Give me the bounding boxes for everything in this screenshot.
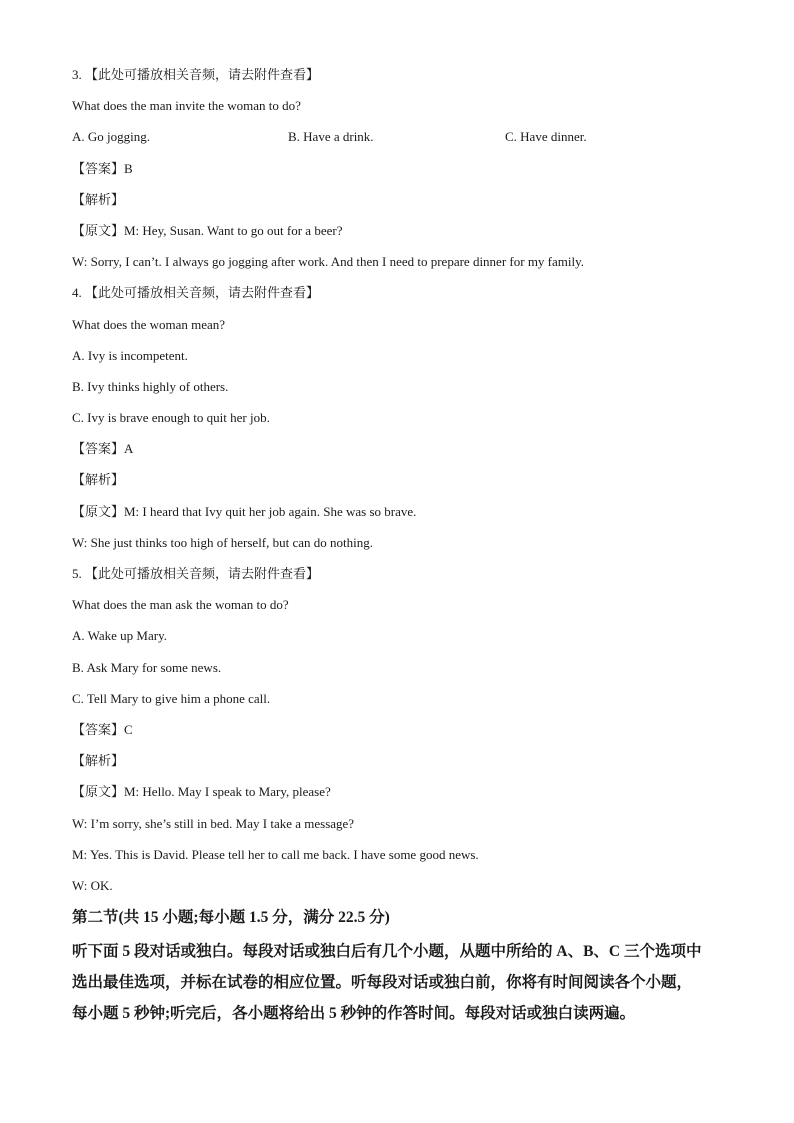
question-3-option-a: A. Go jogging. <box>72 129 150 145</box>
question-3-option-b: B. Have a drink. <box>288 129 374 145</box>
question-3-answer: 【答案】B <box>72 160 133 176</box>
question-5-analysis: 【解析】 <box>72 753 125 769</box>
section-instructions <box>72 936 732 1029</box>
question-5-option-a: A. Wake up Mary. <box>72 628 167 644</box>
question-5-header: 5. 【此处可播放相关音频，请去附件查看】 <box>72 566 320 581</box>
question-3-header: 3. 【此处可播放相关音频，请去附件查看】 <box>72 67 320 82</box>
question-4-answer: 【答案】A <box>72 441 134 457</box>
question-5-text: What does the man ask the woman to do? <box>72 597 289 613</box>
question-5-transcript-1: 【原文】M: Hello. May I speak to Mary, please? <box>72 784 331 800</box>
question-4-header: 4. 【此处可播放相关音频，请去附件查看】 <box>72 285 320 301</box>
question-3-transcript-2: W: Sorry, I can’t. I always go jogging after work. And then I need to prepare dinner for my family. <box>72 254 585 270</box>
question-4-text: What does the woman mean? <box>72 316 226 332</box>
question-3-option-c: C. Have dinner. <box>505 129 587 145</box>
section-title: 第二节(共 15 小题;每小题 1.5 分，满分 22.5 分) <box>72 909 390 927</box>
question-5-answer: 【答案】C <box>72 721 133 737</box>
question-4-analysis: 【解析】 <box>72 472 125 488</box>
question-5-transcript-2: W: I’m sorry, she’s still in bed. May I take a message? <box>72 815 355 831</box>
question-5-option-c: C. Tell Mary to give him a phone call. <box>72 690 271 706</box>
question-4-option-c: C. Ivy is brave enough to quit her job. <box>72 410 270 426</box>
question-5-transcript-3: M: Yes. This is David. Please tell her to call me back. I have some good news. <box>72 846 479 862</box>
question-5-option-b: B. Ask Mary for some news. <box>72 659 222 675</box>
section-instruction-line: 听下面 5 段对话或独白。每段对话或独白后有几个小题，从题中所给的 A、B、C 三个选项中 <box>72 943 702 961</box>
question-4-transcript-2: W: She just thinks too high of herself, but can do nothing. <box>72 534 374 550</box>
question-5-transcript-4: W: OK. <box>72 877 113 893</box>
question-3-transcript-1: 【原文】M: Hey, Susan. Want to go out for a beer? <box>72 222 343 238</box>
question-4-option-b: B. Ivy thinks highly of others. <box>72 378 229 394</box>
page-content <box>72 66 732 1029</box>
section-instruction-line: 每小题 5 秒钟;听完后，各小题将给出 5 秒钟的作答时间。每段对话或独白读两遍。 <box>72 1005 636 1023</box>
question-3-analysis: 【解析】 <box>72 191 125 207</box>
question-3-text: What does the man invite the woman to do? <box>72 98 301 114</box>
question-4-transcript-1: 【原文】M: I heard that Ivy quit her job again. She was so brave. <box>72 503 417 519</box>
question-4-option-a: A. Ivy is incompetent. <box>72 347 188 363</box>
question-3-options <box>72 128 732 146</box>
section-instruction-line: 选出最佳选项，并标在试卷的相应位置。听每段对话或独白前，你将有时间阅读各个小题， <box>72 974 693 992</box>
